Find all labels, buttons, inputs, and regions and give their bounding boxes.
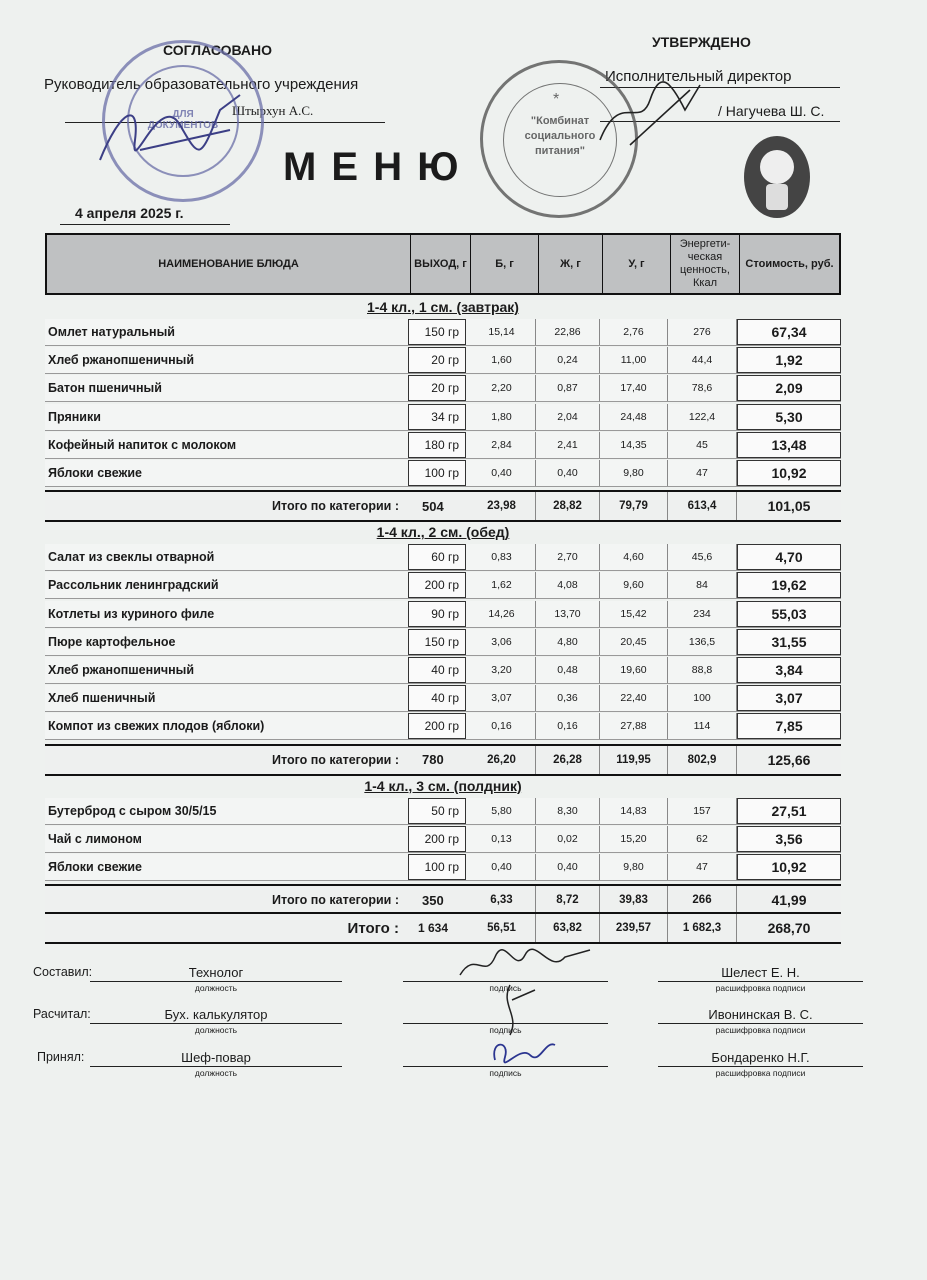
- dish-u: 14,83: [600, 798, 668, 824]
- table-row: [45, 685, 841, 712]
- section-title: 1-4 кл., 2 см. (обед): [376, 524, 510, 541]
- dish-zh: 2,41: [536, 432, 600, 458]
- dish-kcal: 100: [668, 685, 737, 711]
- dish-kcal: 44,4: [668, 347, 737, 373]
- category-total-kcal: 613,4: [668, 492, 737, 520]
- dish-price: 67,34: [737, 319, 841, 345]
- dish-output: 200 гр: [408, 826, 466, 852]
- category-total-kcal: 802,9: [668, 746, 737, 774]
- table-row: [45, 432, 841, 459]
- dish-name: Рассольник ленинградский: [48, 578, 219, 593]
- table-row: [45, 347, 841, 374]
- dish-kcal: 136,5: [668, 629, 737, 655]
- dish-name: Хлеб ржанопшеничный: [48, 353, 195, 368]
- dish-name: Хлеб ржанопшеничный: [48, 663, 195, 677]
- section-title: 1-4 кл., 3 см. (полдник): [364, 777, 522, 794]
- dish-zh: 0,36: [536, 685, 600, 711]
- signature-position: Технолог: [188, 965, 244, 980]
- dish-b: 1,80: [468, 404, 536, 430]
- stamp-star-icon: *: [553, 91, 560, 108]
- page-title: М Е Н Ю: [283, 145, 461, 189]
- dish-u: 22,40: [600, 685, 668, 711]
- category-total-output: 780: [422, 752, 444, 768]
- dish-u: 4,60: [600, 544, 668, 570]
- dish-output: 34 гр: [408, 404, 466, 430]
- dish-kcal: 45: [668, 432, 737, 458]
- handwritten-signatures: [440, 945, 610, 1075]
- dish-b: 1,60: [468, 347, 536, 373]
- dish-price: 19,62: [737, 572, 841, 598]
- dish-price: 10,92: [737, 460, 841, 486]
- dish-kcal: 157: [668, 798, 737, 824]
- dish-zh: 0,48: [536, 657, 600, 683]
- dish-kcal: 78,6: [668, 375, 737, 401]
- position-line: [90, 1023, 342, 1024]
- category-total-label: Итого по категории :: [272, 752, 399, 767]
- col-header-name: НАИМЕНОВАНИЕ БЛЮДА: [158, 257, 299, 270]
- dish-kcal: 62: [668, 826, 737, 852]
- dish-kcal: 114: [668, 713, 737, 739]
- category-total-row: [45, 744, 841, 776]
- name-caption: расшифровка подписи: [715, 1068, 806, 1078]
- position-caption: должность: [194, 1025, 238, 1035]
- dish-name: Компот из свежих плодов (яблоки): [48, 719, 265, 734]
- dish-u: 9,60: [600, 572, 668, 598]
- agreed-name: Штырхун А.С.: [232, 103, 314, 118]
- dish-price: 3,56: [737, 826, 841, 852]
- dish-name: Хлеб пшеничный: [48, 691, 156, 706]
- dish-output: 50 гр: [408, 798, 466, 824]
- signature-role: Расчитал:: [33, 1007, 91, 1021]
- approved-name: / Нагучева Ш. С.: [718, 103, 825, 119]
- dish-u: 27,88: [600, 713, 668, 739]
- dish-output: 100 гр: [408, 854, 466, 880]
- dish-kcal: 84: [668, 572, 737, 598]
- approved-position: Исполнительный директор: [605, 68, 792, 85]
- approved-title: УТВЕРЖДЕНО: [652, 34, 751, 50]
- dish-output: 40 гр: [408, 685, 466, 711]
- category-total-label: Итого по категории :: [272, 499, 399, 514]
- category-total-b: 6,33: [468, 886, 536, 914]
- sign-caption: подпись: [489, 983, 522, 993]
- dish-zh: 2,04: [536, 404, 600, 430]
- sign-caption: подпись: [489, 1025, 522, 1035]
- name-line: [658, 1023, 863, 1024]
- dish-name: Яблоки свежие: [48, 860, 142, 874]
- table-row: [45, 854, 841, 881]
- signature-position: Шеф-повар: [181, 1050, 251, 1065]
- dish-name: Котлеты из куриного филе: [48, 606, 215, 621]
- grand-total-price: 268,70: [767, 920, 811, 937]
- category-total-u: 39,83: [600, 886, 668, 914]
- dish-price: 5,30: [737, 404, 841, 430]
- dish-zh: 0,87: [536, 375, 600, 401]
- stamp-line-1: "Комбинат: [530, 115, 590, 127]
- chef-logo-icon: [744, 136, 810, 218]
- dish-price: 13,48: [737, 432, 841, 458]
- section-title: 1-4 кл., 1 см. (завтрак): [367, 299, 519, 315]
- dish-name: Салат из свеклы отварной: [48, 550, 215, 565]
- dish-kcal: 276: [668, 319, 737, 345]
- left-stamp-text: ДЛЯ ДОКУМЕНТОВ: [147, 109, 219, 131]
- dish-price: 10,92: [737, 854, 841, 880]
- category-total-price: 101,05: [767, 498, 811, 515]
- table-row: [45, 460, 841, 487]
- dish-b: 0,83: [468, 544, 536, 570]
- dish-b: 2,20: [468, 375, 536, 401]
- signature-role: Составил:: [33, 965, 93, 979]
- col-header-protein: Б, г: [470, 235, 538, 293]
- category-total-zh: 28,82: [536, 492, 600, 520]
- name-caption: расшифровка подписи: [715, 1025, 806, 1035]
- dish-name: Омлет натуральный: [48, 325, 175, 339]
- signature-position: Бух. калькулятор: [164, 1007, 268, 1022]
- dish-output: 20 гр: [408, 375, 466, 401]
- dish-name: Батон пшеничный: [48, 381, 162, 396]
- name-line: [658, 1066, 863, 1067]
- dish-b: 14,26: [468, 601, 536, 627]
- dish-b: 0,13: [468, 826, 536, 852]
- grand-total-row: [45, 912, 841, 944]
- dish-zh: 22,86: [536, 319, 600, 345]
- left-handwritten-signature: [80, 70, 280, 180]
- dish-u: 14,35: [600, 432, 668, 458]
- category-total-zh: 26,28: [536, 746, 600, 774]
- table-row: [45, 657, 841, 684]
- table-row: [45, 713, 841, 740]
- table-row: [45, 629, 841, 656]
- dish-kcal: 122,4: [668, 404, 737, 430]
- category-total-b: 26,20: [468, 746, 536, 774]
- approved-handwritten-signature: [590, 70, 710, 160]
- dish-price: 3,84: [737, 657, 841, 683]
- dish-price: 3,07: [737, 685, 841, 711]
- category-total-price: 125,66: [767, 751, 811, 768]
- dish-zh: 0,16: [536, 713, 600, 739]
- signature-name: Ивонинская В. С.: [708, 1007, 813, 1022]
- name-line: [658, 981, 863, 982]
- dish-u: 20,45: [600, 629, 668, 655]
- dish-output: 40 гр: [408, 657, 466, 683]
- dish-kcal: 45,6: [668, 544, 737, 570]
- dish-u: 9,80: [600, 854, 668, 880]
- dish-zh: 2,70: [536, 544, 600, 570]
- table-row: [45, 544, 841, 571]
- dish-u: 24,48: [600, 404, 668, 430]
- dish-b: 0,16: [468, 713, 536, 739]
- position-line: [90, 981, 342, 982]
- agreed-position: Руководитель образовательного учреждения: [44, 76, 359, 93]
- dish-price: 55,03: [737, 601, 841, 627]
- dish-output: 20 гр: [408, 347, 466, 373]
- menu-date: 4 апреля 2025 г.: [75, 205, 184, 221]
- stamp-line-2: социального: [524, 130, 596, 142]
- dish-zh: 13,70: [536, 601, 600, 627]
- stamp-line-3: питания": [535, 145, 585, 157]
- dish-u: 2,76: [600, 319, 668, 345]
- name-caption: расшифровка подписи: [715, 983, 806, 993]
- date-underline: [60, 224, 230, 225]
- dish-zh: 0,40: [536, 460, 600, 486]
- dish-kcal: 47: [668, 854, 737, 880]
- dish-u: 15,20: [600, 826, 668, 852]
- dish-b: 5,80: [468, 798, 536, 824]
- dish-price: 2,09: [737, 375, 841, 401]
- signature-role: Принял:: [37, 1050, 85, 1064]
- dish-name: Пюре картофельное: [48, 634, 176, 649]
- dish-u: 9,80: [600, 460, 668, 486]
- dish-output: 150 гр: [408, 319, 466, 345]
- category-total-b: 23,98: [468, 492, 536, 520]
- category-total-output: 504: [422, 498, 444, 514]
- table-header: [45, 233, 841, 295]
- table-row: [45, 826, 841, 853]
- category-total-price: 41,99: [771, 892, 807, 909]
- dish-output: 200 гр: [408, 713, 466, 739]
- table-row: [45, 375, 841, 402]
- table-row: [45, 319, 841, 346]
- position-caption: должность: [194, 1068, 238, 1078]
- dish-b: 3,07: [468, 685, 536, 711]
- col-header-price: Стоимость, руб.: [739, 235, 839, 293]
- table-row: [45, 798, 841, 825]
- grand-total-output: 1 634: [418, 921, 449, 936]
- dish-b: 3,20: [468, 657, 536, 683]
- dish-kcal: 234: [668, 601, 737, 627]
- dish-output: 90 гр: [408, 601, 466, 627]
- grand-total-u: 239,57: [600, 914, 668, 942]
- dish-zh: 0,40: [536, 854, 600, 880]
- dish-name: Кофейный напиток с молоком: [48, 437, 237, 452]
- category-total-label: Итого по категории :: [272, 893, 399, 908]
- dish-kcal: 47: [668, 460, 737, 486]
- grand-total-kcal: 1 682,3: [668, 914, 737, 942]
- dish-u: 19,60: [600, 657, 668, 683]
- col-header-energy: Энергети-ческая ценность, Ккал: [670, 235, 739, 293]
- col-header-fat: Ж, г: [538, 235, 602, 293]
- dish-zh: 8,30: [536, 798, 600, 824]
- category-total-kcal: 266: [668, 886, 737, 914]
- dish-name: Чай с лимоном: [48, 831, 142, 846]
- grand-total-zh: 63,82: [536, 914, 600, 942]
- dish-output: 180 гр: [408, 432, 466, 458]
- dish-b: 0,40: [468, 460, 536, 486]
- dish-price: 27,51: [737, 798, 841, 824]
- col-header-carbs: У, г: [602, 235, 670, 293]
- dish-price: 4,70: [737, 544, 841, 570]
- dish-kcal: 88,8: [668, 657, 737, 683]
- dish-zh: 4,08: [536, 572, 600, 598]
- category-total-output: 350: [422, 892, 444, 908]
- dish-name: Бутерброд с сыром 30/5/15: [48, 803, 217, 818]
- dish-output: 100 гр: [408, 460, 466, 486]
- dish-zh: 0,02: [536, 826, 600, 852]
- sign-caption: подпись: [489, 1068, 522, 1078]
- category-total-zh: 8,72: [536, 886, 600, 914]
- table-row: [45, 601, 841, 628]
- dish-u: 17,40: [600, 375, 668, 401]
- dish-output: 60 гр: [408, 544, 466, 570]
- dish-zh: 0,24: [536, 347, 600, 373]
- dish-name: Пряники: [48, 409, 101, 424]
- dish-price: 31,55: [737, 629, 841, 655]
- dish-price: 1,92: [737, 347, 841, 373]
- category-total-row: [45, 490, 841, 522]
- position-caption: должность: [194, 983, 238, 993]
- category-total-u: 79,79: [600, 492, 668, 520]
- dish-price: 7,85: [737, 713, 841, 739]
- dish-output: 200 гр: [408, 572, 466, 598]
- table-row: [45, 404, 841, 431]
- dish-b: 2,84: [468, 432, 536, 458]
- grand-total-b: 56,51: [468, 914, 536, 942]
- dish-b: 15,14: [468, 319, 536, 345]
- agreed-title: СОГЛАСОВАНО: [163, 42, 272, 58]
- dish-zh: 4,80: [536, 629, 600, 655]
- grand-total-label: Итого :: [347, 919, 399, 937]
- dish-b: 3,06: [468, 629, 536, 655]
- position-line: [90, 1066, 342, 1067]
- table-row: [45, 572, 841, 599]
- dish-output: 150 гр: [408, 629, 466, 655]
- category-total-u: 119,95: [600, 746, 668, 774]
- col-header-output: ВЫХОД, г: [410, 235, 470, 293]
- dish-b: 1,62: [468, 572, 536, 598]
- dish-u: 11,00: [600, 347, 668, 373]
- signature-name: Бондаренко Н.Г.: [711, 1050, 810, 1065]
- dish-name: Яблоки свежие: [48, 466, 142, 480]
- dish-b: 0,40: [468, 854, 536, 880]
- signature-name: Шелест Е. Н.: [721, 965, 800, 980]
- dish-u: 15,42: [600, 601, 668, 627]
